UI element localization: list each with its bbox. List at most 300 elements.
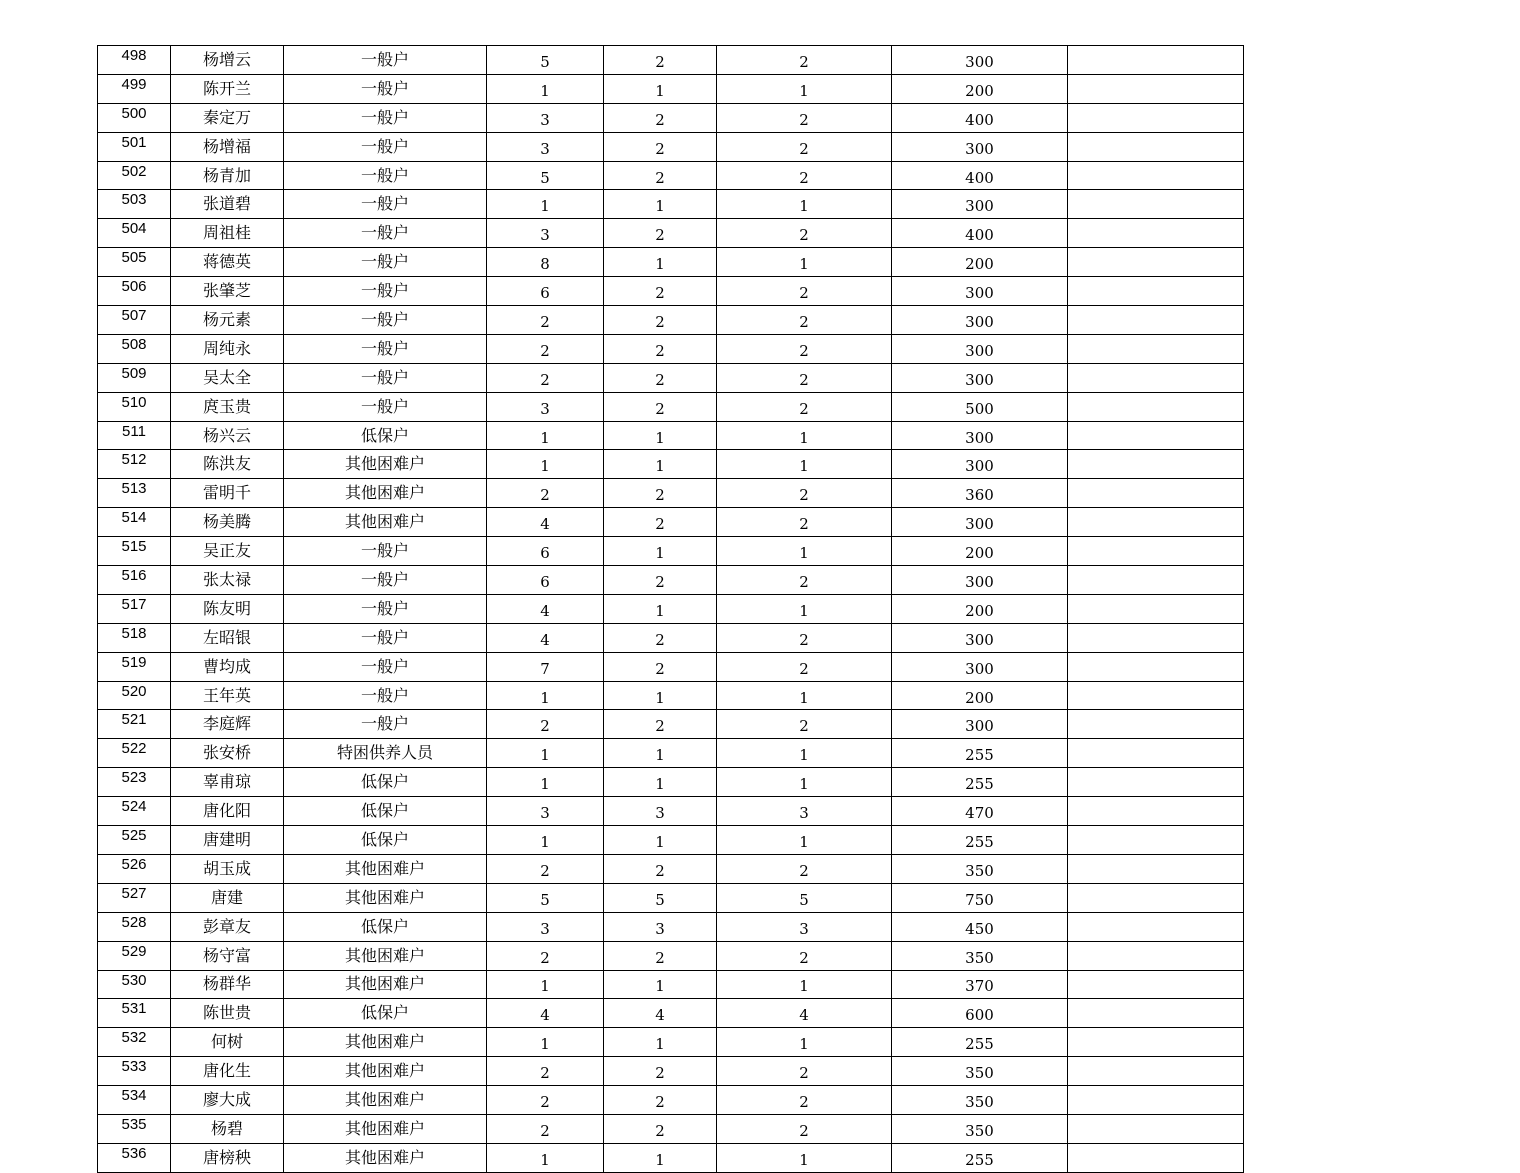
household-type-cell: 其他困难户 [284, 970, 487, 999]
count-a-cell: 6 [487, 537, 604, 566]
remark-cell [1068, 161, 1244, 190]
count-b-cell: 1 [604, 421, 717, 450]
amount-cell: 370 [892, 970, 1068, 999]
row-number-cell: 531 [98, 999, 171, 1028]
table-row [98, 450, 1244, 479]
remark-cell [1068, 566, 1244, 595]
count-c-cell: 2 [717, 1114, 892, 1143]
name-cell: 左昭银 [171, 623, 284, 652]
table-row [98, 479, 1244, 508]
count-c-cell: 2 [717, 508, 892, 537]
count-a-cell: 2 [487, 1114, 604, 1143]
amount-cell: 255 [892, 768, 1068, 797]
remark-cell [1068, 479, 1244, 508]
count-c-cell: 2 [717, 1057, 892, 1086]
remark-cell [1068, 1114, 1244, 1143]
household-type-cell: 一般户 [284, 623, 487, 652]
name-cell: 周祖桂 [171, 219, 284, 248]
name-cell: 杨守富 [171, 941, 284, 970]
table-row [98, 566, 1244, 595]
count-b-cell: 2 [604, 623, 717, 652]
household-type-cell: 其他困难户 [284, 479, 487, 508]
amount-cell: 255 [892, 1143, 1068, 1172]
count-c-cell: 1 [717, 190, 892, 219]
remark-cell [1068, 363, 1244, 392]
count-c-cell: 1 [717, 74, 892, 103]
count-c-cell: 2 [717, 306, 892, 335]
count-c-cell: 1 [717, 1143, 892, 1172]
count-a-cell: 4 [487, 508, 604, 537]
household-type-cell: 其他困难户 [284, 508, 487, 537]
count-b-cell: 2 [604, 306, 717, 335]
row-number-cell: 505 [98, 248, 171, 277]
table-row [98, 941, 1244, 970]
name-cell: 曹均成 [171, 652, 284, 681]
amount-cell: 300 [892, 190, 1068, 219]
count-c-cell: 1 [717, 970, 892, 999]
remark-cell [1068, 970, 1244, 999]
count-b-cell: 2 [604, 132, 717, 161]
count-b-cell: 2 [604, 103, 717, 132]
table-row [98, 826, 1244, 855]
count-c-cell: 2 [717, 710, 892, 739]
household-type-cell: 一般户 [284, 537, 487, 566]
remark-cell [1068, 941, 1244, 970]
table-row [98, 854, 1244, 883]
table-row [98, 970, 1244, 999]
remark-cell [1068, 277, 1244, 306]
count-a-cell: 5 [487, 161, 604, 190]
count-b-cell: 1 [604, 739, 717, 768]
remark-cell [1068, 190, 1244, 219]
amount-cell: 300 [892, 46, 1068, 75]
table-row [98, 392, 1244, 421]
name-cell: 彭章友 [171, 912, 284, 941]
count-b-cell: 2 [604, 652, 717, 681]
count-a-cell: 2 [487, 710, 604, 739]
count-c-cell: 1 [717, 739, 892, 768]
count-a-cell: 3 [487, 103, 604, 132]
count-b-cell: 4 [604, 999, 717, 1028]
count-a-cell: 4 [487, 999, 604, 1028]
count-a-cell: 1 [487, 190, 604, 219]
remark-cell [1068, 1086, 1244, 1115]
count-a-cell: 4 [487, 623, 604, 652]
count-c-cell: 2 [717, 46, 892, 75]
household-type-cell: 一般户 [284, 681, 487, 710]
household-type-cell: 其他困难户 [284, 941, 487, 970]
remark-cell [1068, 392, 1244, 421]
table-row [98, 681, 1244, 710]
remark-cell [1068, 594, 1244, 623]
row-number-cell: 513 [98, 479, 171, 508]
count-b-cell: 1 [604, 190, 717, 219]
name-cell: 张安桥 [171, 739, 284, 768]
amount-cell: 255 [892, 1028, 1068, 1057]
count-b-cell: 2 [604, 334, 717, 363]
table-row [98, 797, 1244, 826]
row-number-cell: 536 [98, 1143, 171, 1172]
count-c-cell: 1 [717, 768, 892, 797]
row-number-cell: 509 [98, 363, 171, 392]
count-a-cell: 6 [487, 277, 604, 306]
count-c-cell: 2 [717, 161, 892, 190]
count-a-cell: 5 [487, 883, 604, 912]
remark-cell [1068, 854, 1244, 883]
count-a-cell: 2 [487, 334, 604, 363]
name-cell: 张肇芝 [171, 277, 284, 306]
household-type-cell: 低保户 [284, 421, 487, 450]
name-cell: 胡玉成 [171, 854, 284, 883]
household-type-cell: 其他困难户 [284, 854, 487, 883]
table-row [98, 537, 1244, 566]
table-row [98, 623, 1244, 652]
name-cell: 杨增福 [171, 132, 284, 161]
household-type-cell: 低保户 [284, 912, 487, 941]
household-type-cell: 一般户 [284, 306, 487, 335]
count-a-cell: 2 [487, 1057, 604, 1086]
table-row [98, 219, 1244, 248]
remark-cell [1068, 912, 1244, 941]
row-number-cell: 508 [98, 334, 171, 363]
count-b-cell: 2 [604, 219, 717, 248]
household-type-cell: 低保户 [284, 826, 487, 855]
remark-cell [1068, 826, 1244, 855]
household-type-cell: 一般户 [284, 652, 487, 681]
table-row [98, 768, 1244, 797]
name-cell: 唐化阳 [171, 797, 284, 826]
table-row [98, 421, 1244, 450]
count-b-cell: 2 [604, 277, 717, 306]
row-number-cell: 528 [98, 912, 171, 941]
name-cell: 张太禄 [171, 566, 284, 595]
count-a-cell: 3 [487, 132, 604, 161]
name-cell: 杨群华 [171, 970, 284, 999]
name-cell: 张道碧 [171, 190, 284, 219]
table-row [98, 103, 1244, 132]
table-row [98, 306, 1244, 335]
count-b-cell: 2 [604, 46, 717, 75]
count-a-cell: 6 [487, 566, 604, 595]
count-b-cell: 2 [604, 479, 717, 508]
name-cell: 周纯永 [171, 334, 284, 363]
count-c-cell: 1 [717, 1028, 892, 1057]
count-c-cell: 5 [717, 883, 892, 912]
remark-cell [1068, 623, 1244, 652]
remark-cell [1068, 883, 1244, 912]
table-row [98, 132, 1244, 161]
amount-cell: 300 [892, 306, 1068, 335]
name-cell: 廖大成 [171, 1086, 284, 1115]
count-c-cell: 2 [717, 132, 892, 161]
count-c-cell: 2 [717, 652, 892, 681]
amount-cell: 400 [892, 161, 1068, 190]
remark-cell [1068, 999, 1244, 1028]
count-b-cell: 2 [604, 1086, 717, 1115]
row-number-cell: 514 [98, 508, 171, 537]
row-number-cell: 507 [98, 306, 171, 335]
household-type-cell: 其他困难户 [284, 1028, 487, 1057]
row-number-cell: 510 [98, 392, 171, 421]
count-c-cell: 2 [717, 219, 892, 248]
table-body [98, 46, 1244, 1173]
count-a-cell: 1 [487, 970, 604, 999]
name-cell: 吴正友 [171, 537, 284, 566]
remark-cell [1068, 306, 1244, 335]
count-a-cell: 1 [487, 450, 604, 479]
name-cell: 何树 [171, 1028, 284, 1057]
count-b-cell: 1 [604, 248, 717, 277]
count-b-cell: 5 [604, 883, 717, 912]
table-row [98, 1114, 1244, 1143]
remark-cell [1068, 1057, 1244, 1086]
household-type-cell: 其他困难户 [284, 1143, 487, 1172]
count-c-cell: 3 [717, 912, 892, 941]
data-table [97, 45, 1244, 1173]
count-b-cell: 2 [604, 508, 717, 537]
table-row [98, 652, 1244, 681]
name-cell: 唐建明 [171, 826, 284, 855]
remark-cell [1068, 450, 1244, 479]
household-type-cell: 一般户 [284, 392, 487, 421]
amount-cell: 400 [892, 219, 1068, 248]
amount-cell: 300 [892, 450, 1068, 479]
remark-cell [1068, 652, 1244, 681]
household-type-cell: 特困供养人员 [284, 739, 487, 768]
table-row [98, 277, 1244, 306]
name-cell: 杨增云 [171, 46, 284, 75]
amount-cell: 350 [892, 1086, 1068, 1115]
household-type-cell: 一般户 [284, 248, 487, 277]
count-c-cell: 2 [717, 334, 892, 363]
count-b-cell: 1 [604, 537, 717, 566]
table-row [98, 74, 1244, 103]
count-a-cell: 7 [487, 652, 604, 681]
amount-cell: 300 [892, 363, 1068, 392]
table-row [98, 508, 1244, 537]
remark-cell [1068, 132, 1244, 161]
remark-cell [1068, 1143, 1244, 1172]
count-a-cell: 1 [487, 1143, 604, 1172]
count-b-cell: 1 [604, 826, 717, 855]
count-c-cell: 2 [717, 941, 892, 970]
table-row [98, 363, 1244, 392]
remark-cell [1068, 103, 1244, 132]
count-b-cell: 1 [604, 970, 717, 999]
name-cell: 陈开兰 [171, 74, 284, 103]
remark-cell [1068, 508, 1244, 537]
table-row [98, 334, 1244, 363]
count-b-cell: 3 [604, 912, 717, 941]
name-cell: 杨元素 [171, 306, 284, 335]
amount-cell: 500 [892, 392, 1068, 421]
row-number-cell: 506 [98, 277, 171, 306]
count-c-cell: 1 [717, 681, 892, 710]
row-number-cell: 519 [98, 652, 171, 681]
count-c-cell: 1 [717, 450, 892, 479]
amount-cell: 350 [892, 854, 1068, 883]
count-b-cell: 2 [604, 566, 717, 595]
amount-cell: 200 [892, 74, 1068, 103]
table-row [98, 594, 1244, 623]
amount-cell: 300 [892, 132, 1068, 161]
table-row [98, 46, 1244, 75]
count-a-cell: 1 [487, 681, 604, 710]
count-b-cell: 2 [604, 941, 717, 970]
table-row [98, 161, 1244, 190]
count-c-cell: 2 [717, 103, 892, 132]
count-a-cell: 2 [487, 479, 604, 508]
amount-cell: 600 [892, 999, 1068, 1028]
row-number-cell: 522 [98, 739, 171, 768]
amount-cell: 450 [892, 912, 1068, 941]
row-number-cell: 535 [98, 1114, 171, 1143]
count-c-cell: 2 [717, 623, 892, 652]
count-b-cell: 1 [604, 594, 717, 623]
row-number-cell: 527 [98, 883, 171, 912]
count-a-cell: 1 [487, 74, 604, 103]
household-type-cell: 其他困难户 [284, 883, 487, 912]
row-number-cell: 498 [98, 46, 171, 75]
amount-cell: 300 [892, 710, 1068, 739]
household-type-cell: 低保户 [284, 768, 487, 797]
count-b-cell: 2 [604, 854, 717, 883]
name-cell: 杨碧 [171, 1114, 284, 1143]
count-a-cell: 2 [487, 1086, 604, 1115]
count-a-cell: 3 [487, 219, 604, 248]
table-row [98, 1028, 1244, 1057]
row-number-cell: 515 [98, 537, 171, 566]
name-cell: 陈洪友 [171, 450, 284, 479]
count-c-cell: 2 [717, 277, 892, 306]
row-number-cell: 502 [98, 161, 171, 190]
count-a-cell: 3 [487, 912, 604, 941]
count-b-cell: 3 [604, 797, 717, 826]
count-c-cell: 2 [717, 854, 892, 883]
count-a-cell: 2 [487, 854, 604, 883]
count-b-cell: 1 [604, 450, 717, 479]
amount-cell: 400 [892, 103, 1068, 132]
amount-cell: 750 [892, 883, 1068, 912]
count-c-cell: 2 [717, 566, 892, 595]
table-row [98, 1057, 1244, 1086]
row-number-cell: 534 [98, 1086, 171, 1115]
name-cell: 庹玉贵 [171, 392, 284, 421]
count-a-cell: 3 [487, 392, 604, 421]
remark-cell [1068, 1028, 1244, 1057]
row-number-cell: 526 [98, 854, 171, 883]
household-type-cell: 一般户 [284, 334, 487, 363]
household-type-cell: 其他困难户 [284, 1086, 487, 1115]
household-type-cell: 低保户 [284, 999, 487, 1028]
name-cell: 唐建 [171, 883, 284, 912]
name-cell: 秦定万 [171, 103, 284, 132]
table-row [98, 1143, 1244, 1172]
remark-cell [1068, 537, 1244, 566]
count-b-cell: 2 [604, 710, 717, 739]
count-b-cell: 1 [604, 74, 717, 103]
count-b-cell: 1 [604, 681, 717, 710]
table-row [98, 912, 1244, 941]
name-cell: 陈友明 [171, 594, 284, 623]
remark-cell [1068, 681, 1244, 710]
count-c-cell: 1 [717, 537, 892, 566]
table-row [98, 883, 1244, 912]
row-number-cell: 523 [98, 768, 171, 797]
household-type-cell: 一般户 [284, 363, 487, 392]
count-b-cell: 1 [604, 1028, 717, 1057]
count-b-cell: 2 [604, 1114, 717, 1143]
row-number-cell: 511 [98, 421, 171, 450]
count-c-cell: 2 [717, 479, 892, 508]
row-number-cell: 521 [98, 710, 171, 739]
remark-cell [1068, 768, 1244, 797]
count-a-cell: 2 [487, 306, 604, 335]
count-b-cell: 1 [604, 1143, 717, 1172]
count-c-cell: 1 [717, 826, 892, 855]
household-type-cell: 一般户 [284, 219, 487, 248]
amount-cell: 300 [892, 652, 1068, 681]
row-number-cell: 518 [98, 623, 171, 652]
count-a-cell: 4 [487, 594, 604, 623]
household-type-cell: 一般户 [284, 710, 487, 739]
amount-cell: 300 [892, 277, 1068, 306]
table-row [98, 190, 1244, 219]
household-type-cell: 一般户 [284, 132, 487, 161]
count-b-cell: 1 [604, 768, 717, 797]
household-type-cell: 一般户 [284, 190, 487, 219]
amount-cell: 300 [892, 421, 1068, 450]
row-number-cell: 525 [98, 826, 171, 855]
household-type-cell: 一般户 [284, 103, 487, 132]
count-a-cell: 5 [487, 46, 604, 75]
amount-cell: 200 [892, 594, 1068, 623]
remark-cell [1068, 219, 1244, 248]
count-b-cell: 2 [604, 363, 717, 392]
amount-cell: 255 [892, 826, 1068, 855]
count-a-cell: 2 [487, 941, 604, 970]
name-cell: 杨青加 [171, 161, 284, 190]
name-cell: 杨兴云 [171, 421, 284, 450]
count-a-cell: 1 [487, 421, 604, 450]
count-c-cell: 1 [717, 421, 892, 450]
name-cell: 李庭辉 [171, 710, 284, 739]
name-cell: 杨美腾 [171, 508, 284, 537]
row-number-cell: 532 [98, 1028, 171, 1057]
count-b-cell: 2 [604, 161, 717, 190]
row-number-cell: 530 [98, 970, 171, 999]
household-type-cell: 其他困难户 [284, 450, 487, 479]
table-row [98, 248, 1244, 277]
row-number-cell: 529 [98, 941, 171, 970]
remark-cell [1068, 74, 1244, 103]
name-cell: 唐榜秧 [171, 1143, 284, 1172]
row-number-cell: 533 [98, 1057, 171, 1086]
count-c-cell: 2 [717, 363, 892, 392]
amount-cell: 470 [892, 797, 1068, 826]
name-cell: 王年英 [171, 681, 284, 710]
count-a-cell: 2 [487, 363, 604, 392]
count-c-cell: 2 [717, 392, 892, 421]
household-type-cell: 一般户 [284, 566, 487, 595]
row-number-cell: 504 [98, 219, 171, 248]
row-number-cell: 520 [98, 681, 171, 710]
household-type-cell: 一般户 [284, 161, 487, 190]
name-cell: 蒋德英 [171, 248, 284, 277]
remark-cell [1068, 710, 1244, 739]
row-number-cell: 501 [98, 132, 171, 161]
count-c-cell: 1 [717, 248, 892, 277]
